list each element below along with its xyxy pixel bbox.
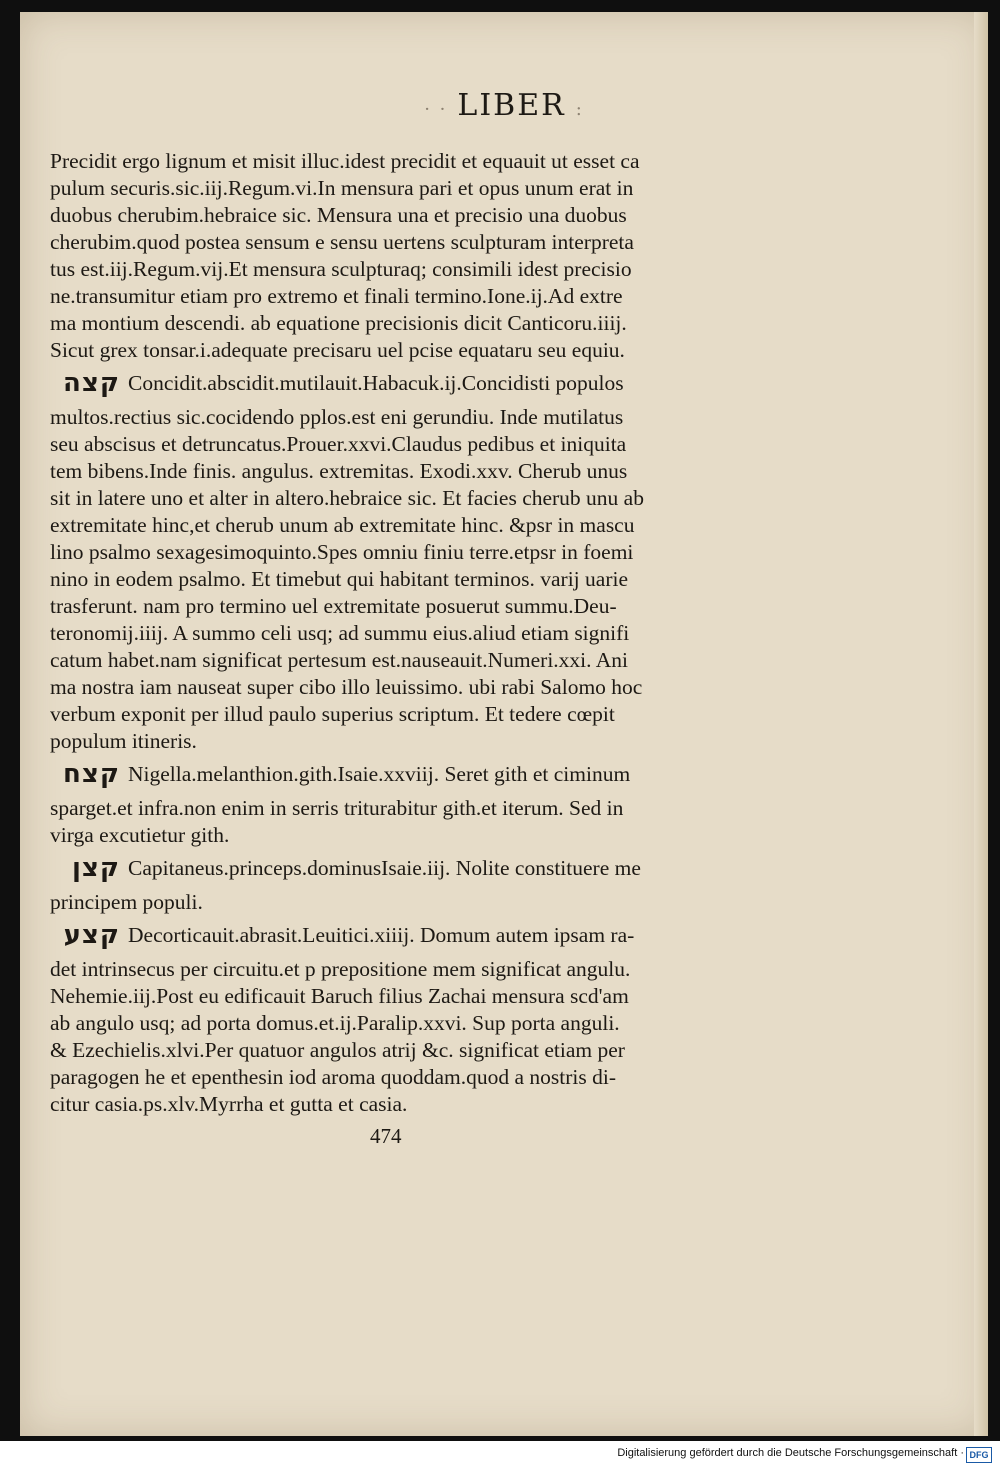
text-line: sparget.et infra.non enim in serris triturabitur gith.et iterum. Sed in bbox=[50, 796, 624, 820]
hebrew-headword: קצע bbox=[63, 920, 120, 950]
text-line: extremitate hinc,et cherub unum ab extremitate hinc. &psr in mascu bbox=[50, 513, 635, 537]
text-line: ne.transumitur etiam pro extremo et finali termino.Ione.ij.Ad extre bbox=[50, 284, 623, 308]
entry-first-line: Decorticauit.abrasit.Leuitici.xiiij. Domum autem ipsam ra- bbox=[128, 923, 635, 947]
hebrew-headword: קצח bbox=[63, 759, 120, 789]
text-line: teronomij.iiij. A summo celi usq; ad summu eius.aliud etiam signifi bbox=[50, 621, 630, 645]
text-line: seu abscisus et detruncatus.Prouer.xxvi.Claudus pedibus et iniquita bbox=[50, 432, 627, 456]
text-line: sit in latere uno et alter in altero.hebraice sic. Et facies cherub unu ab bbox=[50, 486, 644, 510]
hebrew-headword: קצה bbox=[63, 368, 120, 398]
entry-first-line: Nigella.melanthion.gith.Isaie.xxviij. Seret gith et ciminum bbox=[128, 762, 631, 786]
text-line: Sicut grex tonsar.i.adequate precisaru uel pcise equataru seu equiu. bbox=[50, 338, 625, 362]
ornament-right-icon: : bbox=[575, 99, 584, 120]
text-line: catum habet.nam significat pertesum est.nauseauit.Numeri.xxi. Ani bbox=[50, 648, 628, 672]
entry-first-line: Capitaneus.princeps.dominusIsaie.iij. Nolite constituere me bbox=[128, 856, 641, 880]
entry-headword bbox=[50, 853, 740, 883]
text-line: nino in eodem psalmo. Et timebut qui habitant terminos. varij uarie bbox=[50, 567, 628, 591]
text-line: principem populi. bbox=[50, 890, 203, 914]
entry-first-line: Concidit.abscidit.mutilauit.Habacuk.ij.Concidisti populos bbox=[128, 371, 624, 395]
text-line: ma nostra iam nauseat super cibo illo leuissimo. ubi rabi Salomo hoc bbox=[50, 675, 643, 699]
text-line: populum itineris. bbox=[50, 729, 197, 753]
text-line: duobus cherubim.hebraice sic. Mensura una et precisio una duobus bbox=[50, 203, 627, 227]
text-line: Nehemie.iij.Post eu edificauit Baruch filius Zachai mensura scd'am bbox=[50, 984, 629, 1008]
text-line: verbum exponit per illud paulo superius scriptum. Et tedere cœpit bbox=[50, 702, 615, 726]
ornament-left-icon: · · bbox=[424, 99, 448, 120]
text-line: virga excutietur gith. bbox=[50, 823, 230, 847]
entry-headword bbox=[50, 920, 740, 950]
book-page bbox=[20, 12, 988, 1436]
dfg-logo-icon[interactable]: DFG bbox=[966, 1447, 992, 1463]
header-title: LIBER bbox=[457, 88, 566, 123]
hebrew-headword: קצן bbox=[71, 853, 120, 883]
text-line: ma montium descendi. ab equatione precisionis dicit Canticoru.iiij. bbox=[50, 311, 627, 335]
entry-headword bbox=[50, 759, 740, 789]
top-paragraph bbox=[50, 148, 740, 364]
text-line: lino psalmo sexagesimoquinto.Spes omniu finiu terre.etpsr in foemi bbox=[50, 540, 634, 564]
text-line: multos.rectius sic.cocidendo pplos.est eni gerundiu. Inde mutilatus bbox=[50, 405, 624, 429]
text-block bbox=[50, 148, 740, 1118]
page-number: 474 bbox=[370, 1124, 402, 1148]
footer-bar bbox=[0, 1441, 1000, 1467]
entry-headword bbox=[50, 368, 740, 398]
text-line: det intrinsecus per circuitu.et p prepositione mem significat angulu. bbox=[50, 957, 631, 981]
running-header bbox=[20, 88, 988, 123]
text-line: trasferunt. nam pro termino uel extremitate posuerut summu.Deu- bbox=[50, 594, 617, 618]
text-line: ab angulo usq; ad porta domus.et.ij.Paralip.xxvi. Sup porta anguli. bbox=[50, 1011, 620, 1035]
text-line: paragogen he et epenthesin iod aroma quoddam.quod a nostris di- bbox=[50, 1065, 617, 1089]
text-line: Precidit ergo lignum et misit illuc.idest precidit et equauit ut esset ca bbox=[50, 149, 640, 173]
text-line: citur casia.ps.xlv.Myrrha et gutta et casia. bbox=[50, 1092, 408, 1116]
text-line: tus est.iij.Regum.vij.Et mensura sculpturaq; consimili idest precisio bbox=[50, 257, 632, 281]
text-line: pulum securis.sic.iij.Regum.vi.In mensura pari et opus unum erat in bbox=[50, 176, 634, 200]
text-line: & Ezechielis.xlvi.Per quatuor angulos atrij &c. significat etiam per bbox=[50, 1038, 625, 1062]
funding-credit: Digitalisierung gefördert durch die Deutsche Forschungsgemeinschaft · bbox=[617, 1447, 964, 1459]
text-line: cherubim.quod postea sensum e sensu uertens sculpturam interpreta bbox=[50, 230, 634, 254]
text-line: tem bibens.Inde finis. angulus. extremitas. Exodi.xxv. Cherub unus bbox=[50, 459, 628, 483]
page-edge bbox=[974, 12, 988, 1436]
